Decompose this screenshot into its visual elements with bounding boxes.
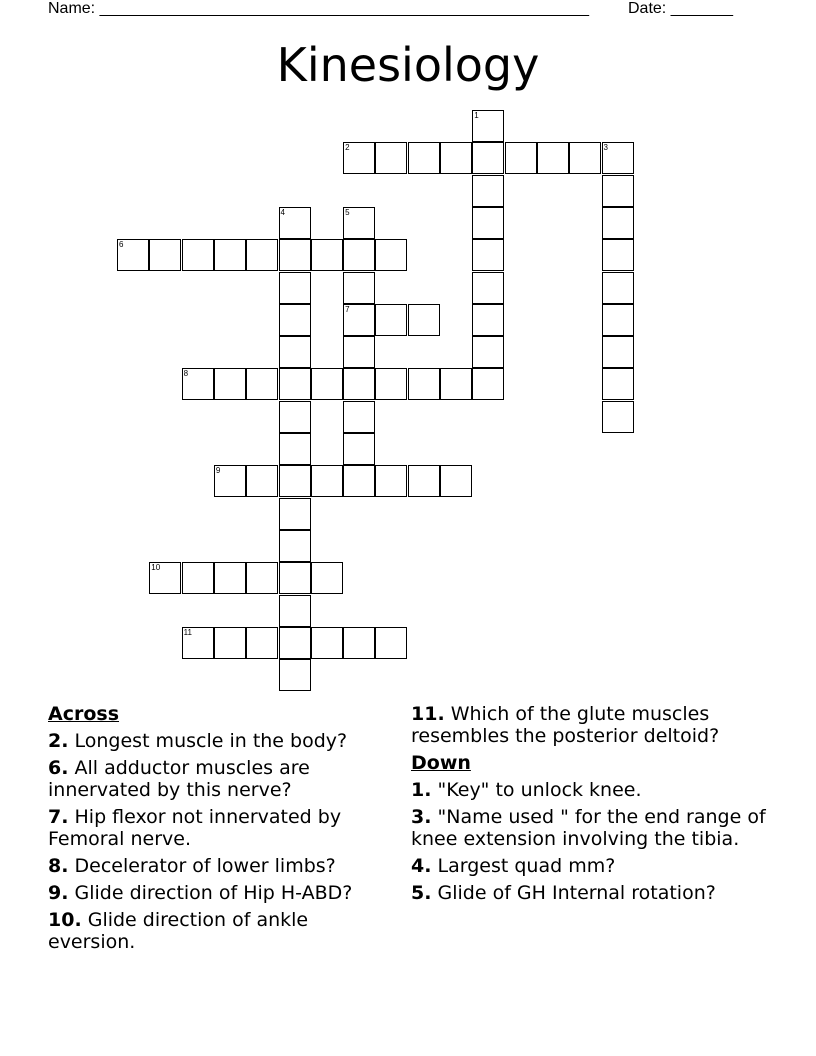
cell-number: 8 — [183, 369, 189, 379]
cell-number: 9 — [215, 466, 221, 476]
clue-text: Glide direction of ankle eversion. — [48, 909, 309, 953]
clues-right-column — [411, 703, 771, 909]
grid-cell[interactable] — [214, 627, 246, 659]
cell-number: 7 — [345, 304, 350, 314]
grid-cell[interactable] — [343, 207, 375, 239]
grid-cell[interactable] — [343, 239, 375, 271]
grid-cell[interactable] — [246, 465, 278, 497]
grid-cell[interactable] — [472, 175, 504, 207]
clue-text: Hip flexor not innervated by Femoral nerve. — [48, 806, 342, 850]
grid-cell[interactable] — [214, 465, 246, 497]
grid-cell[interactable] — [602, 368, 634, 400]
grid-cell[interactable] — [343, 465, 375, 497]
grid-cell[interactable] — [311, 627, 343, 659]
across-heading: Across — [48, 703, 120, 725]
name-field[interactable]: Name: _______________________________________________________ — [48, 0, 589, 17]
grid-cell[interactable] — [343, 304, 375, 336]
grid-cell[interactable] — [149, 239, 181, 271]
grid-cell[interactable] — [537, 142, 569, 174]
grid-cell[interactable] — [311, 239, 343, 271]
grid-cell[interactable] — [182, 368, 214, 400]
grid-cell[interactable] — [602, 142, 634, 174]
cell-number: 6 — [119, 240, 124, 250]
grid-cell[interactable] — [311, 368, 343, 400]
clue-down-4 — [411, 855, 771, 877]
grid-cell[interactable] — [182, 239, 214, 271]
cell-number: 11 — [183, 627, 192, 637]
grid-cell[interactable] — [343, 368, 375, 400]
grid-cell[interactable] — [279, 659, 311, 691]
grid-cell[interactable] — [279, 336, 311, 368]
grid-cell[interactable] — [117, 239, 149, 271]
grid-cell[interactable] — [279, 272, 311, 304]
clue-number: 11. — [411, 703, 445, 725]
clue-down-5 — [411, 882, 771, 904]
clue-across-9 — [48, 882, 393, 904]
grid-cell[interactable] — [602, 175, 634, 207]
grid-cell[interactable] — [279, 304, 311, 336]
grid-cell[interactable] — [149, 562, 181, 594]
clue-number: 7. — [48, 806, 69, 828]
grid-cell[interactable] — [375, 304, 407, 336]
grid-cell[interactable] — [214, 368, 246, 400]
grid-cell[interactable] — [311, 562, 343, 594]
grid-cell[interactable] — [311, 465, 343, 497]
grid-cell[interactable] — [472, 368, 504, 400]
clue-text: Longest muscle in the body? — [74, 730, 348, 752]
clue-across-11 — [411, 703, 771, 747]
clue-text: Decelerator of lower limbs? — [74, 855, 336, 877]
grid-cell[interactable] — [279, 433, 311, 465]
clue-number: 4. — [411, 855, 432, 877]
grid-cell[interactable] — [472, 304, 504, 336]
cell-number: 5 — [345, 207, 350, 217]
grid-cell[interactable] — [246, 627, 278, 659]
date-field[interactable]: Date: _______ — [628, 0, 733, 17]
grid-cell[interactable] — [408, 142, 440, 174]
grid-cell[interactable] — [472, 110, 504, 142]
grid-cell[interactable] — [246, 562, 278, 594]
grid-cell[interactable] — [343, 142, 375, 174]
grid-cell[interactable] — [246, 239, 278, 271]
grid-cell[interactable] — [279, 562, 311, 594]
grid-cell[interactable] — [343, 433, 375, 465]
grid-cell[interactable] — [408, 465, 440, 497]
grid-cell[interactable] — [279, 595, 311, 627]
grid-cell[interactable] — [505, 142, 537, 174]
grid-cell[interactable] — [279, 239, 311, 271]
grid-cell[interactable] — [440, 465, 472, 497]
grid-cell[interactable] — [343, 336, 375, 368]
cell-number: 2 — [345, 143, 350, 153]
down-heading: Down — [411, 752, 471, 774]
grid-cell[interactable] — [602, 207, 634, 239]
grid-cell[interactable] — [279, 207, 311, 239]
grid-cell[interactable] — [343, 272, 375, 304]
grid-cell[interactable] — [472, 239, 504, 271]
grid-cell[interactable] — [408, 304, 440, 336]
grid-cell[interactable] — [408, 368, 440, 400]
grid-cell[interactable] — [569, 142, 601, 174]
grid-cell[interactable] — [182, 627, 214, 659]
clue-number: 2. — [48, 730, 69, 752]
grid-cell[interactable] — [279, 465, 311, 497]
clues-left-column — [48, 703, 393, 958]
grid-cell[interactable] — [472, 142, 504, 174]
clue-number: 9. — [48, 882, 69, 904]
grid-cell[interactable] — [246, 368, 278, 400]
grid-cell[interactable] — [279, 530, 311, 562]
grid-cell[interactable] — [602, 272, 634, 304]
grid-cell[interactable] — [602, 336, 634, 368]
grid-cell[interactable] — [279, 401, 311, 433]
clue-across-8 — [48, 855, 393, 877]
grid-cell[interactable] — [375, 239, 407, 271]
grid-cell[interactable] — [343, 627, 375, 659]
grid-cell[interactable] — [440, 142, 472, 174]
grid-cell[interactable] — [602, 401, 634, 433]
grid-cell[interactable] — [214, 562, 246, 594]
cell-number: 1 — [474, 111, 479, 120]
grid-cell[interactable] — [375, 465, 407, 497]
cell-number: 4 — [280, 207, 285, 217]
grid-cell[interactable] — [375, 368, 407, 400]
clue-number: 5. — [411, 882, 432, 904]
grid-cell[interactable] — [375, 142, 407, 174]
clue-number: 10. — [48, 909, 82, 931]
page-title: Kinesiology — [276, 38, 540, 92]
grid-cell[interactable] — [375, 627, 407, 659]
grid-cell[interactable] — [602, 304, 634, 336]
grid-cell[interactable] — [279, 627, 311, 659]
grid-cell[interactable] — [602, 239, 634, 271]
clue-across-6 — [48, 757, 393, 801]
clue-number: 3. — [411, 806, 432, 828]
grid-cell[interactable] — [472, 207, 504, 239]
grid-cell[interactable] — [472, 272, 504, 304]
clue-text: "Name used " for the end range of knee extension involving the tibia. — [411, 806, 766, 850]
clue-across-7 — [48, 806, 393, 850]
clue-text: Largest quad mm? — [437, 855, 616, 877]
clue-number: 1. — [411, 779, 432, 801]
grid-cell[interactable] — [279, 498, 311, 530]
grid-cell[interactable] — [472, 336, 504, 368]
clue-down-3 — [411, 806, 771, 850]
cell-number: 3 — [603, 143, 608, 153]
grid-cell[interactable] — [182, 562, 214, 594]
grid-cell[interactable] — [214, 239, 246, 271]
clue-across-2 — [48, 730, 393, 752]
grid-cell[interactable] — [440, 368, 472, 400]
clue-text: Which of the glute muscles resembles the posterior deltoid? — [411, 703, 720, 747]
cell-number: 10 — [151, 563, 161, 573]
clue-number: 8. — [48, 855, 69, 877]
grid-cell[interactable] — [279, 368, 311, 400]
clue-text: Glide of GH Internal rotation? — [437, 882, 716, 904]
clue-down-1 — [411, 779, 771, 801]
clue-text: Glide direction of Hip H-ABD? — [74, 882, 353, 904]
clue-text: All adductor muscles are innervated by this nerve? — [48, 757, 310, 801]
grid-cell[interactable] — [343, 401, 375, 433]
clue-across-10 — [48, 909, 393, 953]
clue-text: "Key" to unlock knee. — [437, 779, 642, 801]
clue-number: 6. — [48, 757, 69, 779]
